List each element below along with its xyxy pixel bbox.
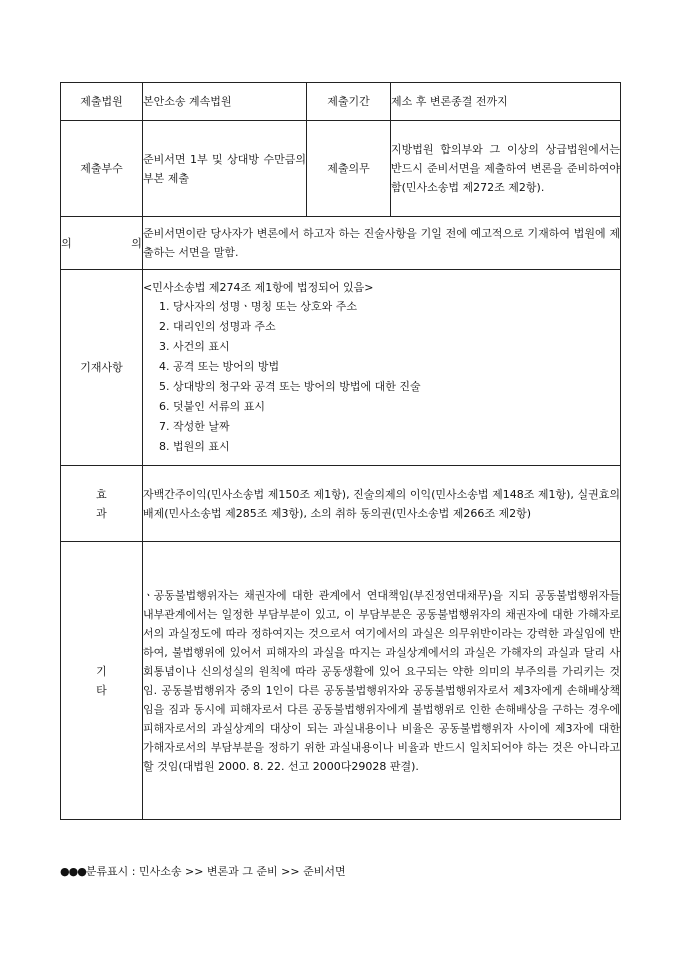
period-value: 제소 후 변론종결 전까지 [391,83,621,121]
list-item: 3. 사건의 표시 [159,340,230,353]
bullet-dots: ●●● [60,865,86,878]
row-other [61,542,621,820]
meaning-label: 의 의 [61,217,143,270]
other-label: 기 타 [61,542,143,820]
other-value: ㆍ공동불법행위자는 채권자에 대한 관계에서 연대책임(부진정연대채무)을 지되 공동불법행위자들 내부관계에서는 일정한 부담부분이 있고, 이 부담부분은 공동불법행위자의 채권자에 대한 가해자로서의 과실정도에 따라 정하여지는 것으로서 여기에서의 과실은 의무위반이라는 강력한 과실임에 반하여, 불법행위에 있어서 피해자의 과실을 따지는 과실상계에서의 과실은 가해자의 과실과 달리 사회통념이나 신의성실의 원칙에 따라 공동생활에 있어 요구되는 약한 의미의 부주의를 가리키는 것임. 공동불법행위자 중의 1인이 다른 공동불법행위자와 공동불법행위자로서 제3자에게 손해배상책임을 짐과 동시에 피해자로서 다른 공동불법행위자에게 불법행위로 인한 손해배상을 구하는 경우에 피해자로서의 과실상계의 대상이 되는 과실내용이나 비율은 공동불법행위자 사이에 제3자에 대한 가해자로서의 부담부분을 정하기 위한 과실내용이나 비율과 반드시 일치되어야 하는 것은 아니라고 할 것임(대법원 2000. 8. 22. 선고 2000다29028 판결). [143,542,621,820]
row-court [61,83,621,121]
effect-value: 자백간주이익(민사소송법 제150조 제1항), 진술의제의 이익(민사소송법 제148조 제1항), 실권효의 배제(민사소송법 제285조 제3항), 소의 취하 동의권(민사소송법 제266조 제2항) [143,466,621,542]
classification-label: 분류표시 : [85,865,139,878]
info-table [60,82,621,820]
list-item: 8. 법원의 표시 [159,440,230,453]
row-copies [61,121,621,217]
meaning-value: 준비서면이란 당사자가 변론에서 하고자 하는 진술사항을 기일 전에 예고적으로 기재하여 법원에 제출하는 서면을 말함. [143,217,621,270]
duty-value: 지방법원 합의부와 그 이상의 상급법원에서는 반드시 준비서면을 제출하여 변론을 준비하여야 함(민사소송법 제272조 제2항). [391,121,621,217]
row-contents [61,270,621,466]
period-label: 제출기간 [307,83,391,121]
list-item: 5. 상대방의 청구와 공격 또는 방어의 방법에 대한 진술 [159,380,421,393]
row-effect [61,466,621,542]
contents-label: 기재사항 [61,270,143,466]
court-label: 제출법원 [61,83,143,121]
classification-footer [60,863,346,879]
list-item: 2. 대리인의 성명과 주소 [159,320,276,333]
effect-label: 효 과 [61,466,143,542]
contents-value [143,270,621,466]
row-meaning [61,217,621,270]
duty-label: 제출의무 [307,121,391,217]
list-item: 7. 작성한 날짜 [159,420,230,433]
contents-intro: <민사소송법 제274조 제1항에 법정되어 있음> [143,281,374,294]
list-item: 6. 덧붙인 서류의 표시 [159,400,265,413]
copies-value: 준비서면 1부 및 상대방 수만큼의 부본 제출 [143,121,307,217]
classification-path: 민사소송 >> 변론과 그 준비 >> 준비서면 [139,865,346,878]
list-item: 1. 당사자의 성명ㆍ명칭 또는 상호와 주소 [159,300,357,313]
copies-label: 제출부수 [61,121,143,217]
contents-list [143,297,620,457]
list-item: 4. 공격 또는 방어의 방법 [159,360,280,373]
court-value: 본안소송 계속법원 [143,83,307,121]
